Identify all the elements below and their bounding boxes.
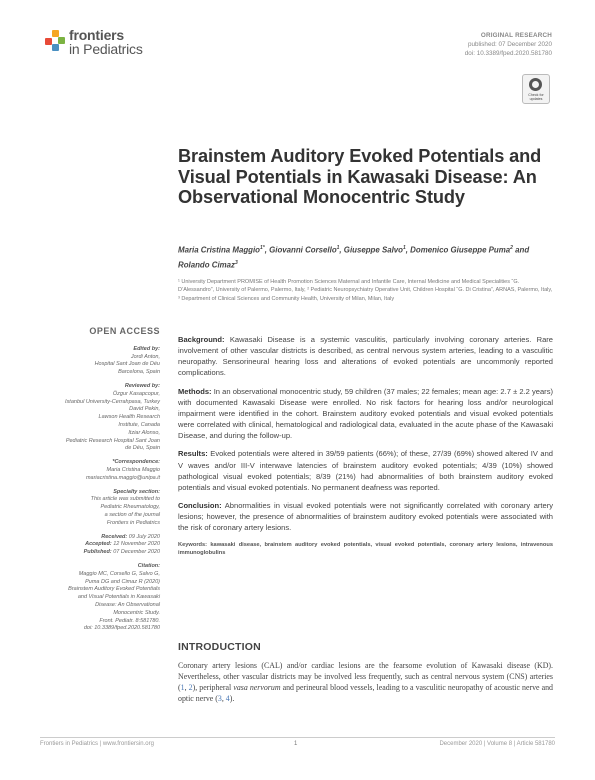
- conclusion-label: Conclusion:: [178, 501, 222, 511]
- abstract-background: [178, 334, 553, 379]
- editor-line: Barcelona, Spain: [118, 369, 160, 376]
- specialty-line: This article was submitted to: [90, 496, 160, 503]
- author[interactable]: and Rolando Cimaz: [178, 245, 530, 270]
- frontiers-logo-icon: [45, 30, 65, 52]
- article-type: ORIGINAL RESEARCH: [480, 32, 552, 39]
- abstract: [178, 334, 553, 557]
- journal-logo[interactable]: [45, 27, 175, 57]
- author-affiliation-mark: 1: [403, 245, 406, 251]
- background-text: Kawasaki Disease is a systemic vasculitis, particularly involving coronary arteries. Rare involvement of other vascular districts is described, as central nervous system arteries, leading to a vasculitic neuropathy. Sensorineural hearing loss and alterations of evoked potentials are uncommonly reported complications.: [178, 335, 553, 378]
- specialty-line: Pediatric Rheumatology,: [100, 504, 160, 511]
- author-list: [178, 242, 558, 271]
- reviewer-line[interactable]: Özgur Kasapcopur,: [112, 390, 160, 397]
- specialty-line: a section of the journal: [104, 511, 160, 518]
- published-date: published: 07 December 2020: [467, 41, 552, 48]
- introduction-paragraph: [178, 660, 553, 704]
- citation-line: Disease: An Observational: [95, 601, 160, 608]
- published-date-sidebar: 07 December 2020: [113, 549, 160, 556]
- intro-text: ,: [184, 683, 189, 693]
- correspondence-section: [40, 459, 160, 482]
- specialty-heading: Specialty section:: [113, 488, 160, 495]
- author-affiliation-mark: 3: [235, 259, 238, 266]
- section-heading-introduction: INTRODUCTION: [178, 641, 261, 653]
- correspondence-name: Maria Cristina Maggio: [106, 466, 160, 473]
- check-for-updates-button[interactable]: [522, 74, 550, 104]
- edited-by-heading: Edited by:: [133, 345, 160, 352]
- methods-text: In an observational monocentric study, 59 children (37 males; 22 females; mean age: 2.7 ± 2.2 years) with documented Kawasaki Disease were enrolled. No risk factors for hearing loss and/or neurological impairment were identified in the cohort. Brainstem auditory evoked potentials and visual evoked potentials were correlated with clinical, hematological and radiological data, evaluated in the acute phase of the Kawasaki Disease, and during the follow-up.: [178, 386, 553, 441]
- results-text: Evoked potentials were altered in 39/59 patients (66%); of these, 27/39 (69%) showed altered IV and V waves and/or III-V interwave latencies of brainstem auditory evoked potentials; 4/39 (10%) showed pathological visual evoked potentials; 8/39 (21%) had abnormalities of both brainstem auditory evoked potentials and visual evoked potentials. No permanent deafness was reported.: [178, 449, 553, 492]
- received-label: Received:: [101, 533, 128, 540]
- editor-line[interactable]: Jordi Anton,: [130, 353, 160, 360]
- logo-brand: frontiers: [69, 27, 124, 43]
- reviewer-line: Lawson Health Research: [98, 414, 160, 421]
- author-affiliation-mark: 2: [510, 245, 513, 251]
- author[interactable]: , Giovanni Corsello: [264, 245, 337, 255]
- intro-text: ).: [229, 694, 235, 704]
- intro-text: Coronary artery lesions (CAL) and/or cardiac lesions are the fearsome evolution of Kawasaki disease (KD). Nevertheless, other vascular districts may be involved less frequently, such as central nervous system (CNS) arteries (: [178, 661, 553, 693]
- updates-label: Check for updates: [528, 93, 544, 102]
- updates-icon: [529, 78, 542, 91]
- abstract-results: [178, 448, 553, 493]
- author[interactable]: , Domenico Giuseppe Puma: [405, 245, 511, 255]
- methods-label: Methods:: [178, 386, 212, 396]
- citation-line: and Visual Potentials in Kawasaki: [77, 594, 160, 601]
- reviewer-line: de Déu, Spain: [125, 445, 160, 452]
- article-sidebar: [40, 328, 160, 639]
- author-affiliation-mark: 1: [336, 245, 340, 251]
- citation-line: Maggio MC, Corsello G, Salvo G,: [78, 570, 160, 577]
- reference-link[interactable]: 3: [217, 694, 222, 704]
- reviewer-line: Institute, Canada: [118, 421, 160, 428]
- reviewed-by-heading: Reviewed by:: [124, 382, 160, 389]
- intro-text: and perineural blood vessels, leading to a vasculitic neuropathy of acoustic nerve and optic nerve (: [178, 683, 553, 704]
- citation-line: Brainstem Auditory Evoked Potentials: [68, 586, 160, 593]
- citation-heading: Citation:: [137, 562, 160, 569]
- footer-issue-info: December 2020 | Volume 8 | Article 581780: [439, 741, 555, 747]
- edited-by-section: [40, 346, 160, 377]
- editor-line: Hospital Sant Joan de Déu: [94, 361, 160, 368]
- reference-link[interactable]: 4: [225, 694, 230, 704]
- reviewer-line: Pediatric Research Hospital Sant Joan: [65, 437, 160, 444]
- received-date: 09 July 2020: [128, 533, 160, 540]
- citation-section: [40, 563, 160, 633]
- results-label: Results:: [178, 449, 208, 459]
- doi-link[interactable]: doi: 10.3389/fped.2020.581780: [464, 50, 552, 57]
- article-meta: [465, 31, 552, 58]
- specialty-line: Frontiers in Pediatrics: [106, 519, 160, 526]
- author[interactable]: , Giuseppe Salvo: [339, 245, 404, 255]
- specialty-section: [40, 489, 160, 528]
- logo-journal-name: in Pediatrics: [69, 41, 143, 57]
- dates-section: [40, 534, 160, 557]
- correspondence-email[interactable]: mariacristina.maggio@unipa.it: [85, 474, 160, 481]
- footer-journal-link[interactable]: Frontiers in Pediatrics | www.frontiersin.org: [40, 741, 154, 747]
- intro-italic-term: vasa nervorum: [233, 683, 281, 693]
- citation-line: Monocentric Study.: [113, 609, 160, 616]
- footer-divider: [40, 737, 555, 738]
- author-affiliation-mark: 1*: [260, 245, 265, 251]
- accepted-label: Accepted:: [85, 541, 112, 548]
- reviewed-by-section: [40, 383, 160, 453]
- correspondence-heading: *Correspondence:: [112, 459, 160, 466]
- citation-doi[interactable]: doi: 10.3389/fped.2020.581780: [83, 625, 160, 632]
- intro-text: ,: [221, 694, 226, 704]
- published-label: Published:: [83, 549, 112, 556]
- reference-link[interactable]: 2: [188, 683, 193, 693]
- reviewer-line: Istanbul University-Cerrahpasa, Turkey: [65, 398, 160, 405]
- reviewer-line[interactable]: Itziar Alonso,: [128, 429, 160, 436]
- affiliations: ¹ University Department PROMISE of Health Promotion Sciences Maternal and Infantile Care, Internal Medicine and Medical Specialities “G. D’Alessandro”, University of Palermo, Palermo, Italy, ² Pediatric Neuropsychiatry Operative Unit, Children Hospital “G. Di Cristina”, ARNAS, Palermo, Italy, ³ Department of Clinical Sciences and Community Health, University of Milan, Milan, Italy: [178, 279, 553, 302]
- abstract-methods: [178, 386, 553, 442]
- article-title: Brainstem Auditory Evoked Potentials and Visual Potentials in Kawasaki Disease: An Observational Monocentric Study: [178, 146, 542, 207]
- author[interactable]: Maria Cristina Maggio: [178, 245, 260, 255]
- accepted-date: 12 November 2020: [113, 541, 160, 548]
- background-label: Background:: [178, 335, 225, 344]
- open-access-label: OPEN ACCESS: [89, 326, 160, 336]
- intro-text: ), peripheral: [192, 683, 234, 693]
- keywords: Keywords: kawasaki disease, brainstem auditory evoked potentials, visual evoked potentials, coronary artery lesions, intravenous immunoglobulins: [178, 541, 553, 556]
- reference-link[interactable]: 1: [180, 683, 185, 693]
- reviewer-line[interactable]: David Pekin,: [129, 406, 160, 413]
- abstract-conclusion: [178, 500, 553, 533]
- page-number: 1: [294, 741, 298, 747]
- citation-line: Front. Pediatr. 8:581780.: [99, 617, 160, 624]
- citation-line: Puma DG and Cimaz R (2020): [85, 578, 160, 585]
- conclusion-text: Abnormalities in visual evoked potentials were not significantly correlated with coronary artery lesions; however, the presence of abnormalities of brainstem auditory evoked potentials were associated with the risk of coronary artery lesions.: [178, 501, 553, 533]
